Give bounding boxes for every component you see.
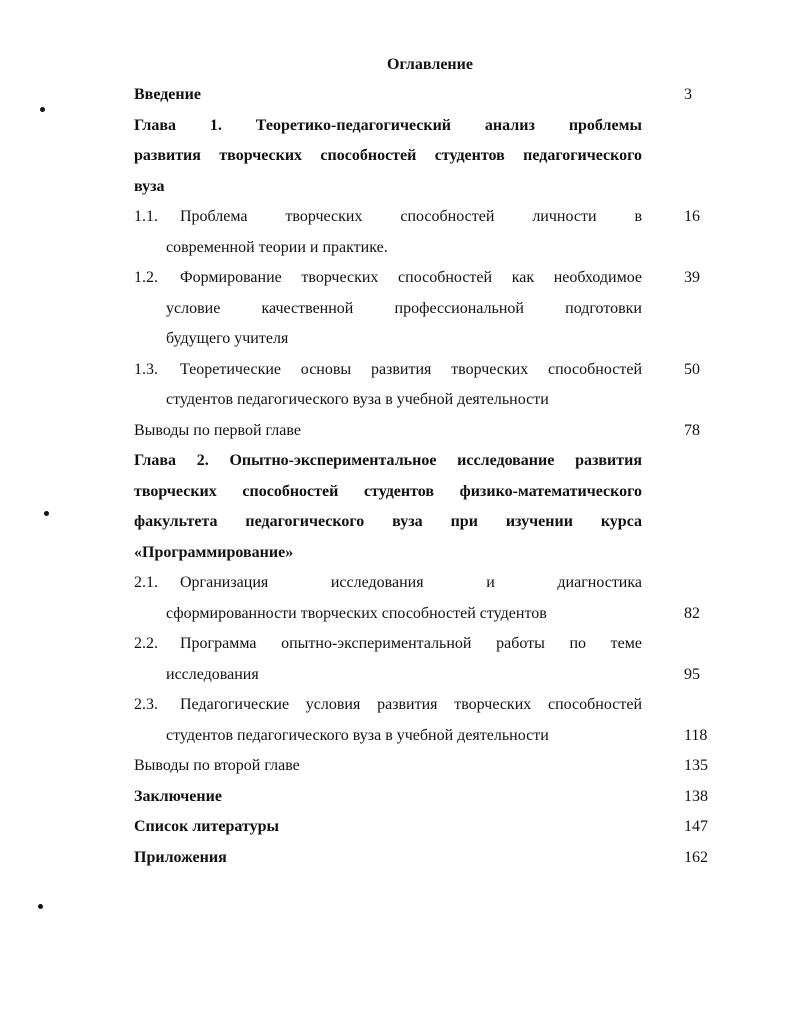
section-title-line: Организация исследования и диагностика [180, 574, 642, 591]
toc-entry-bibliography[interactable] [134, 812, 709, 843]
toc-entry-section-2-3[interactable] [134, 690, 709, 751]
section-title-line: Программа опытно-экспериментальной работы по теме [180, 635, 642, 652]
toc-entry-label: Введение [134, 86, 201, 103]
section-title-line: будущего учителя [166, 330, 289, 347]
scan-mark-dot [44, 511, 49, 516]
chapter-title-line: творческих способностей студентов физико-математического [134, 482, 642, 500]
chapter-title-line: вуза [134, 177, 165, 195]
section-title [166, 355, 642, 416]
section-title-line: студентов педагогического вуза в учебной деятельности [166, 391, 549, 408]
section-number: 2.1. [134, 574, 158, 591]
toc-page-number: 82 [684, 604, 700, 622]
section-title-line: исследования [166, 665, 259, 683]
scan-mark-dot [38, 904, 43, 909]
toc-entry-label: Заключение [134, 787, 222, 805]
scan-mark-dot [40, 107, 45, 112]
toc-page-number: 50 [684, 360, 700, 378]
section-title-line: современной теории и практике. [166, 238, 388, 256]
toc-page-number: 118 [684, 726, 708, 744]
chapter-title-line: «Программирование» [134, 543, 294, 561]
section-title [166, 263, 642, 355]
toc-entry-label: Приложения [134, 848, 227, 866]
toc-page-number: 162 [684, 848, 708, 866]
toc-entry-conclusions-chapter-1[interactable] [134, 416, 709, 447]
toc-entry-section-2-1[interactable] [134, 568, 709, 629]
table-of-contents [134, 80, 709, 873]
toc-entry-section-1-3[interactable] [134, 355, 709, 416]
toc-entry-chapter-2[interactable] [134, 446, 709, 568]
toc-entry-section-1-2[interactable] [134, 263, 709, 355]
section-number: 1.3. [134, 360, 158, 378]
section-number: 1.2. [134, 269, 158, 286]
section-title-line: Формирование творческих способностей как необходимое [180, 269, 642, 286]
chapter-title-line: факультета педагогического вуза при изучении курса [134, 513, 642, 530]
section-title [166, 202, 642, 263]
section-title-line: Проблема творческих способностей личности в [180, 208, 642, 225]
toc-page-number: 39 [684, 269, 700, 286]
section-title-line: Педагогические условия развития творческих способностей [180, 696, 642, 713]
toc-entry-appendices[interactable] [134, 843, 709, 874]
toc-entry-label: Выводы по второй главе [134, 757, 300, 774]
chapter-title-line: развития творческих способностей студентов педагогического [134, 147, 642, 164]
page-title: Оглавление [387, 56, 473, 73]
toc-page-number: 78 [684, 421, 700, 439]
toc-page-number: 135 [684, 757, 708, 774]
section-title-line: условие качественной профессиональной подготовки [166, 299, 642, 317]
toc-page-number: 138 [684, 787, 708, 805]
toc-entry-label: Выводы по первой главе [134, 421, 301, 439]
toc-page-number: 147 [684, 818, 708, 835]
toc-entry-label: Список литературы [134, 818, 279, 835]
chapter-title-line: Глава 2. Опытно-экспериментальное исследование развития [134, 452, 642, 469]
section-number: 2.3. [134, 696, 158, 713]
toc-entry-chapter-1[interactable] [134, 111, 709, 203]
toc-entry-introduction[interactable] [134, 80, 709, 111]
toc-page-number: 16 [684, 208, 700, 225]
chapter-title [134, 446, 642, 568]
section-title-line: студентов педагогического вуза в учебной деятельности [166, 726, 549, 744]
section-title [166, 629, 642, 690]
toc-entry-section-2-2[interactable] [134, 629, 709, 690]
section-title [166, 568, 642, 629]
section-title-line: сформированности творческих способностей студентов [166, 604, 547, 622]
section-number: 1.1. [134, 208, 158, 225]
section-title-line: Теоретические основы развития творческих способностей [180, 360, 642, 378]
toc-entry-section-1-1[interactable] [134, 202, 709, 263]
toc-page-number: 95 [684, 665, 700, 683]
chapter-title [134, 111, 642, 203]
section-title [166, 690, 642, 751]
toc-entry-conclusion[interactable] [134, 782, 709, 813]
chapter-title-line: Глава 1. Теоретико-педагогический анализ проблемы [134, 116, 642, 134]
toc-entry-conclusions-chapter-2[interactable] [134, 751, 709, 782]
toc-page-number: 3 [684, 86, 692, 103]
section-number: 2.2. [134, 635, 158, 652]
